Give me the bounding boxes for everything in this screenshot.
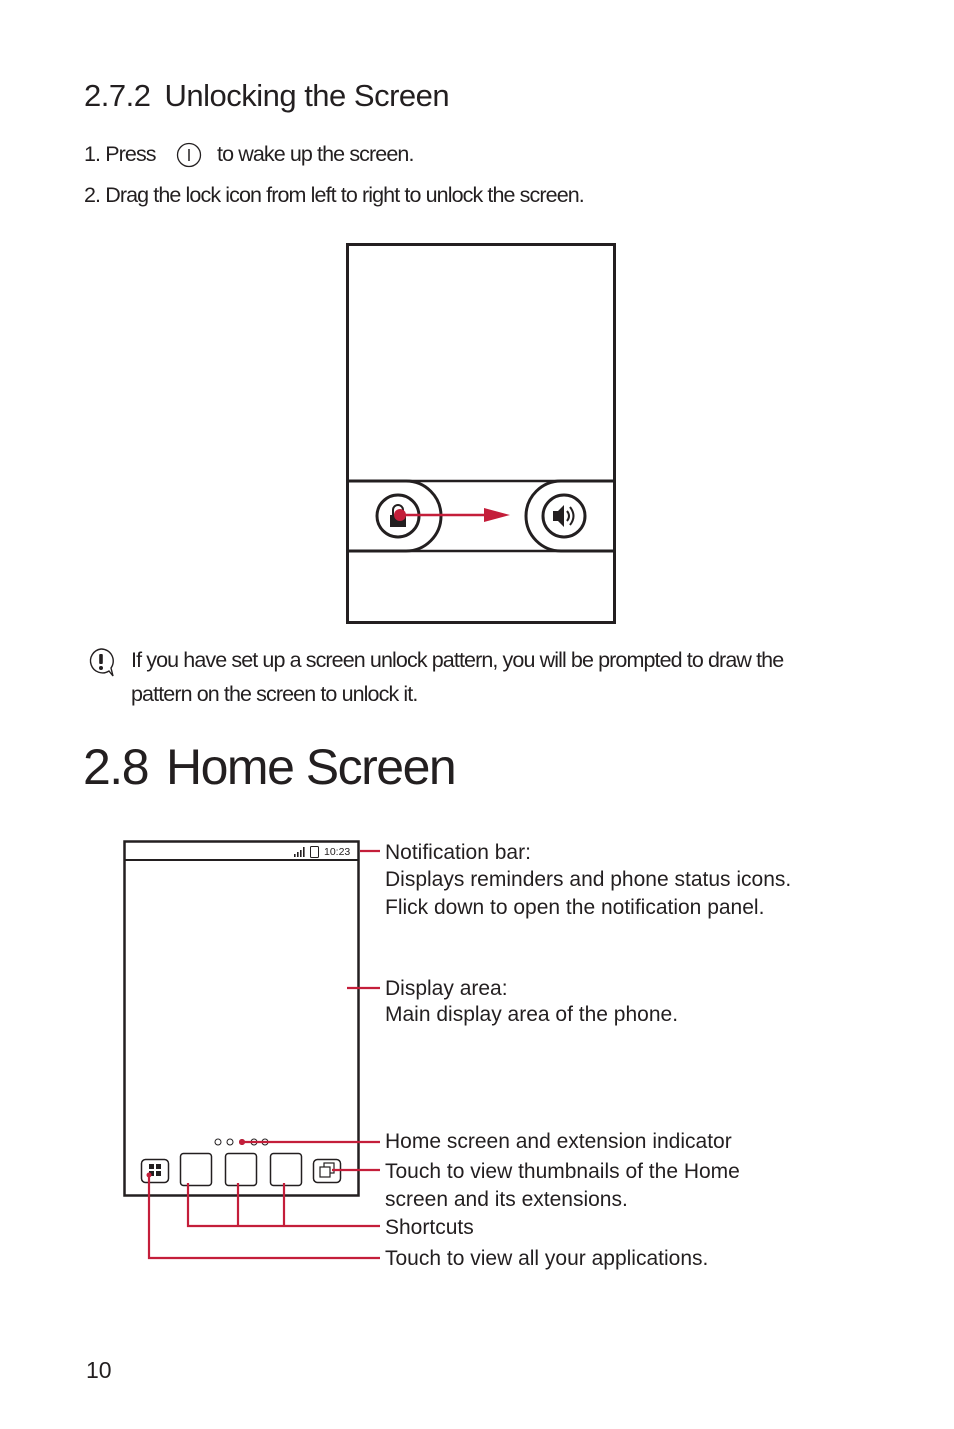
apps-icon[interactable] — [142, 1160, 169, 1183]
note-line-1: If you have set up a screen unlock pattern, you will be prompted to draw the — [131, 648, 784, 672]
heading-title: Home Screen — [166, 739, 456, 795]
callout-shortcuts: Shortcuts — [385, 1216, 474, 1239]
callout-applications: Touch to view all your applications. — [385, 1247, 709, 1270]
callout-notification-line-2: Flick down to open the notification panel. — [385, 896, 765, 919]
shortcut-1[interactable] — [181, 1154, 212, 1186]
callout-thumbnails-line-2: screen and its extensions. — [385, 1188, 628, 1211]
step-2: 2. Drag the lock icon from left to right to unlock the screen. — [84, 183, 584, 207]
shortcut-3[interactable] — [271, 1154, 302, 1186]
step-1-after: to wake up the screen. — [217, 142, 414, 166]
callout-notification-title: Notification bar: — [385, 841, 531, 864]
section-title-text: Unlocking the Screen — [164, 78, 450, 113]
callout-indicator: Home screen and extension indicator — [385, 1130, 732, 1153]
callout-thumbnails-line-1: Touch to view thumbnails of the Home — [385, 1160, 740, 1183]
step-1-before: 1. Press — [84, 142, 156, 166]
callout-notification-line-1: Displays reminders and phone status icons. — [385, 868, 792, 891]
callout-display-line-1: Main display area of the phone. — [385, 1003, 679, 1026]
note-line-2: pattern on the screen to unlock it. — [131, 682, 418, 706]
section-number: 2.7.2 — [84, 78, 151, 113]
status-time: 10:23 — [324, 846, 351, 858]
heading-number: 2.8 — [83, 739, 149, 795]
page-number: 10 — [86, 1357, 112, 1383]
callout-display-title: Display area: — [385, 977, 508, 1000]
shortcut-2[interactable] — [226, 1154, 257, 1186]
